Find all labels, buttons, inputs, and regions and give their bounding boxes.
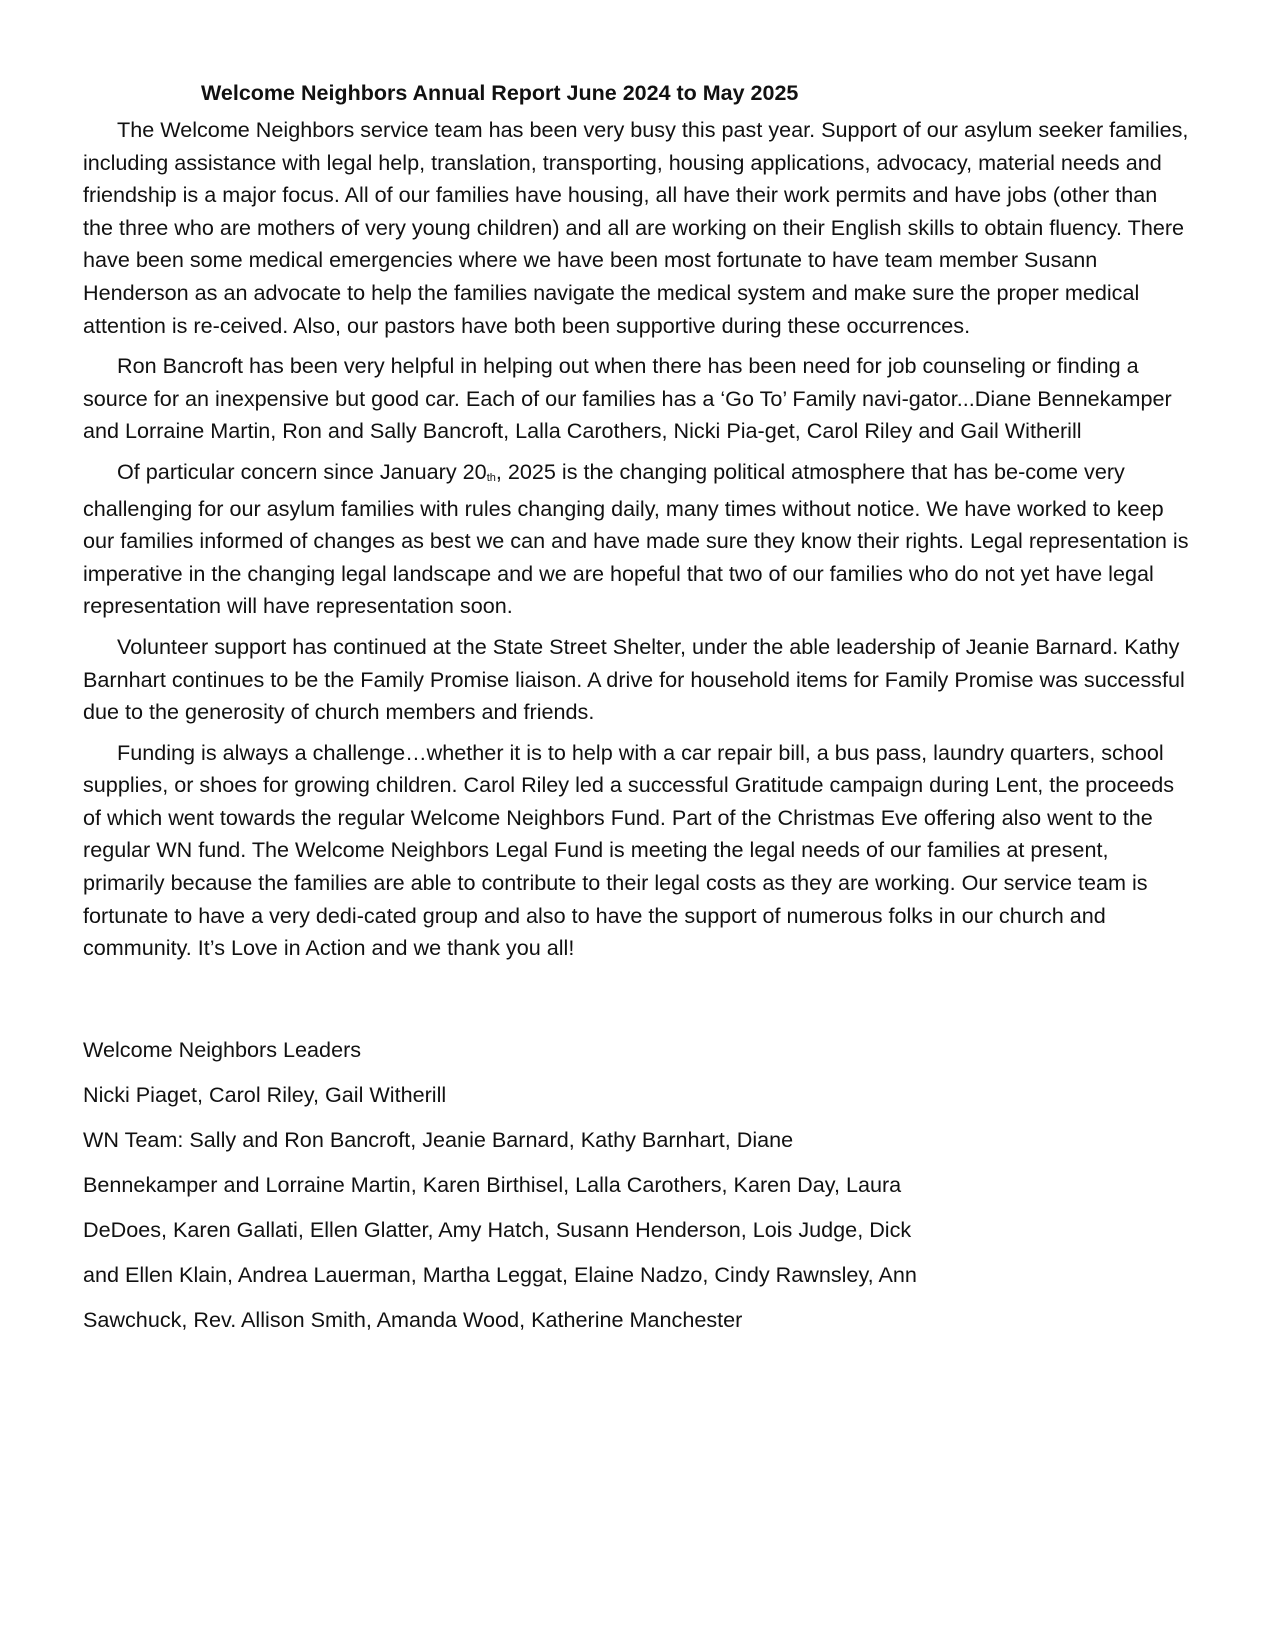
team-line: Bennekamper and Lorraine Martin, Karen Birthisel, Lalla Carothers, Karen Day, Laura (83, 1171, 902, 1197)
paragraph-political-text-end: , 2025 is the changing political atmosphere that has be-come very challenging for our asylum families with rules changing daily, many times without notice. We have worked to keep our families informed of changes as best we can and have made sure they know their rights. Legal representation is imperative in the changing legal landscape and we are hopeful that two of our families who do not yet have legal representation will have representation soon. (83, 458, 1189, 619)
leaders-names: Nicki Piaget, Carol Riley, Gail Witherill (83, 1081, 447, 1107)
paragraph-funding: Funding is always a challenge…whether it is to help with a car repair bill, a bus pass, laundry quarters, school supplies, or shoes for growing children. Carol Riley led a successful Gratitude campaign during Lent, the proceeds of which went towards the regular Welcome Neighbors Fund. Part of the Christmas Eve offering also went to the regular WN fund. The Welcome Neighbors Legal Fund is meeting the legal needs of our families at present, primarily because the families are able to contribute to their legal costs as they are working. Our service team is fortunate to have a very dedi-cated group and also to have the support of numerous folks in our church and community. It’s Love in Action and we thank you all! (83, 739, 1175, 961)
team-line: and Ellen Klain, Andrea Lauerman, Martha Leggat, Elaine Nadzo, Cindy Rawnsley, Ann (83, 1261, 917, 1287)
team-line: Sawchuck, Rev. Allison Smith, Amanda Wood, Katherine Manchester (83, 1306, 743, 1332)
team-line: DeDoes, Karen Gallati, Ellen Glatter, Amy Hatch, Susann Henderson, Lois Judge, Dick (83, 1216, 912, 1242)
leaders-heading: Welcome Neighbors Leaders (83, 1036, 362, 1062)
team-line: WN Team: Sally and Ron Bancroft, Jeanie Barnard, Kathy Barnhart, Diane (83, 1126, 794, 1152)
report-title: Welcome Neighbors Annual Report June 2024 to May 2025 (201, 81, 799, 105)
document-page (83, 78, 1193, 1342)
paragraph-service-team: The Welcome Neighbors service team has been very busy this past year. Support of our asylum seeker families, including assistance with legal help, translation, transporting, housing applications, advocacy, material needs and friendship is a major focus. All of our families have housing, all have their work permits and have jobs (other than the three who are mothers of very young children) and all are working on their English skills to obtain fluency. There have been some medical emergencies where we have been most fortunate to have team member Susann Henderson as an advocate to help the families navigate the medical system and make sure the proper medical attention is re-ceived. Also, our pastors have both been supportive during these occurrences. (83, 117, 1189, 338)
ordinal-suffix: th (486, 471, 496, 484)
paragraph-political-concern (83, 456, 1193, 623)
paragraph-navigators: Ron Bancroft has been very helpful in helping out when there has been need for job counseling or finding a source for an inexpensive but good car. Each of our families has a ‘Go To’ Family navi-gator...Diane Bennekamper and Lorraine Martin, Ron and Sally Bancroft, Lalla Carothers, Nicki Pia-get, Carol Riley and Gail Witherill (83, 353, 1172, 444)
paragraph-volunteer-support: Volunteer support has continued at the State Street Shelter, under the able leadership of Jeanie Barnard. Kathy Barnhart continues to be the Family Promise liaison. A drive for household items for Family Promise was successful due to the generosity of church members and friends. (83, 633, 1185, 725)
leaders-section (83, 1027, 1193, 1342)
paragraph-political-text-start: Of particular concern since January 20 (117, 458, 487, 484)
